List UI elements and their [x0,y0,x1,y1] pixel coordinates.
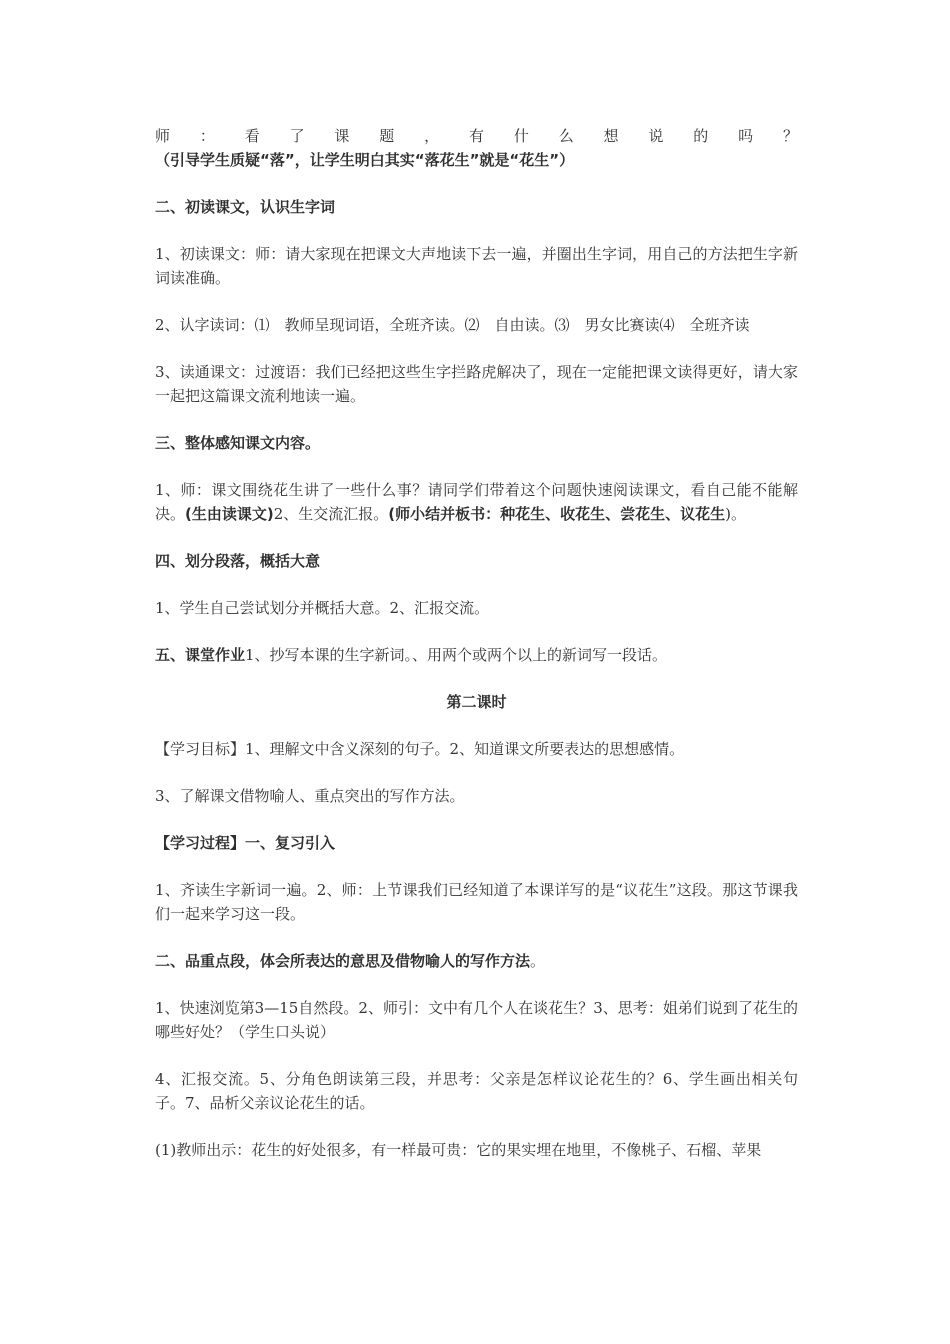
text-segment: （引导学生质疑“落”，让学生明白其实“落花生”就是“花生”） [155,151,575,169]
paragraph-p4 [155,313,798,337]
document-page [155,124,798,1185]
paragraph-p7 [155,478,798,526]
text-segment: (师小结并板书：种花生、收花生、尝花生、议花生 [388,505,726,523]
text-segment: 2、生交流汇报。 [273,505,389,523]
text-segment: 1、抄写本课的生字新词。、用两个或两个以上的新词写一段话。 [245,646,668,664]
text-segment: 1、师：课文围绕花生讲了一些什么事？请同学们带着这个问题快速阅读课文，看自己能不能解决。 [155,481,798,523]
paragraph-p3 [155,242,798,290]
paragraph-p14 [155,831,798,855]
paragraph-p12 [155,737,798,761]
paragraph-p17 [155,996,798,1044]
paragraph-p10 [155,643,798,667]
paragraph-p15 [155,878,798,926]
paragraph-p1 [155,124,798,172]
text-segment: 三、整体感知课文内容。 [155,434,321,452]
text-segment: 1、齐读生字新词一遍。2、师：上节课我们已经知道了本课详写的是“议花生”这段。那这节课我们一起来学习这一段。 [155,881,798,923]
paragraph-p13 [155,784,798,808]
text-segment: 二、品重点段，体会所表达的意思及借物喻人的写作方法 [155,952,531,970]
text-segment: )。 [725,505,746,523]
paragraph-p19 [155,1138,798,1162]
text-segment: 。 [530,952,546,970]
paragraph-p6 [155,431,798,455]
text-segment: 五、课堂作业 [155,646,246,664]
text-segment: 第二课时 [446,693,507,711]
paragraph-p18 [155,1067,798,1115]
text-segment: 二、初读课文，认识生字词 [155,198,336,216]
text-segment: 师：看了课题，有什么想说的吗？ [155,127,798,145]
text-segment: 1、初读课文：师：请大家现在把课文大声地读下去一遍，并圈出生字词，用自己的方法把生字新词读准确。 [155,245,798,287]
paragraph-p2 [155,195,798,219]
text-segment: 3、了解课文借物喻人、重点突出的写作方法。 [155,787,465,805]
text-segment: 3、读通课文：过渡语：我们已经把这些生字拦路虎解决了，现在一定能把课文读得更好，请大家一起把这篇课文流利地读一遍。 [155,363,798,405]
text-segment: 1、快速浏览第3—15自然段。2、师引：文中有几个人在谈花生？3、思考：姐弟们说到了花生的哪些好处？（学生口头说） [155,999,798,1041]
text-segment: 【学习目标】1、理解文中含义深刻的句子。2、知道课文所要表达的思想感情。 [155,740,685,758]
text-segment: (生由读课文) [185,505,274,523]
paragraph-p8 [155,549,798,573]
text-segment: 【学习过程】一、复习引入 [155,834,336,852]
text-segment: (1)教师出示：花生的好处很多，有一样最可贵：它的果实埋在地里，不像桃子、石榴、苹果 [155,1141,762,1159]
text-segment: 4、汇报交流。5、分角色朗读第三段，并思考：父亲是怎样议论花生的？6、学生画出相关句子。7、品析父亲议论花生的话。 [155,1070,798,1112]
paragraph-p16 [155,949,798,973]
paragraph-p9 [155,596,798,620]
paragraph-p5 [155,360,798,408]
text-segment: 四、划分段落，概括大意 [155,552,321,570]
text-segment: 1、学生自己尝试划分并概括大意。2、汇报交流。 [155,599,490,617]
text-segment: 2、认字读词：⑴ 教师呈现词语，全班齐读。⑵ 自由读。⑶ 男女比赛读⑷ 全班齐读 [155,316,750,334]
paragraph-p11 [155,690,798,714]
